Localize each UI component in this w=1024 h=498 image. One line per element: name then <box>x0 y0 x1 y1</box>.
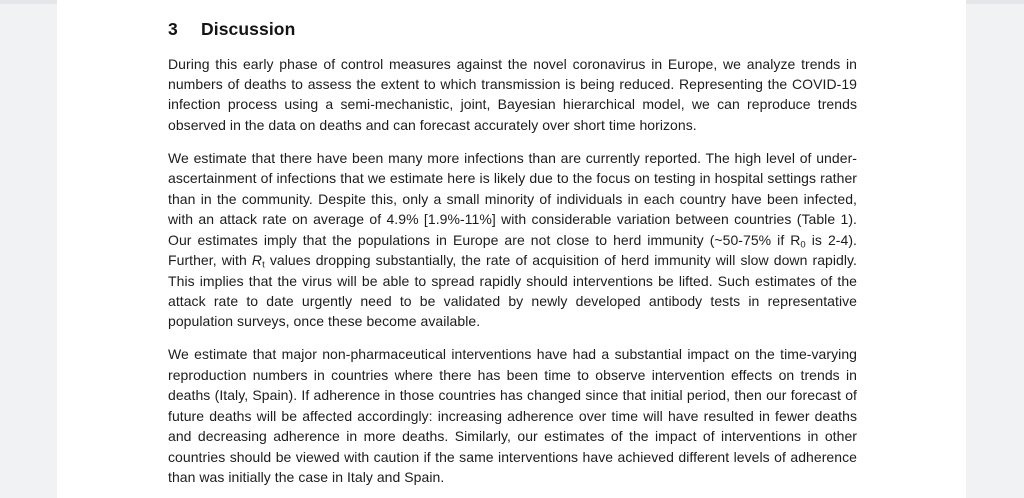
section-title: Discussion <box>201 19 296 39</box>
section-body <box>57 0 966 488</box>
document-page <box>57 0 966 498</box>
paragraph-2: We estimate that there have been many more infections than are currently reported. The high level of under-ascertainment of infections that we estimate here is likely due to the focus on testing in hospital settings rather than in the community. Despite this, only a small minority of individuals in each country have been infected, with an attack rate on average of 4.9% [1.9%-11%] with considerable variation between countries (Table 1). Our estimates imply that the populations in Europe are not close to herd immunity (~50-75% if $R_0$ is 2-4). Further, with $R_t$ values dropping substantially, the rate of acquisition of herd immunity will slow down rapidly. This implies that the virus will be able to spread rapidly should interventions be lifted. Such estimates of the attack rate to date urgently need to be validated by newly developed antibody tests in representative population surveys, once these become available. <box>168 149 857 330</box>
paragraph-3: We estimate that major non-pharmaceutical interventions have had a substantial impact on the time-varying reproduction numbers in countries where there has been time to observe intervention effects on trends in deaths (Italy, Spain). If adherence in those countries has changed since that initial period, then our forecast of future deaths will be affected accordingly: increasing adherence over time will have resulted in fewer deaths and decreasing adherence in more deaths. Similarly, our estimates of the impact of interventions in other countries should be viewed with caution if the same interventions have achieved different levels of adherence than was initially the case in Italy and Spain. <box>168 346 857 486</box>
paragraph-1: During this early phase of control measures against the novel coronavirus in Europe, we analyze trends in numbers of deaths to assess the extent to which transmission is being reduced. Representing the COVID-19 infection process using a semi-mechanistic, joint, Bayesian hierarchical model, we can reproduce trends observed in the data on deaths and can forecast accurately over short time horizons. <box>168 55 857 133</box>
section-heading <box>168 18 857 40</box>
section-number: 3 <box>168 19 178 39</box>
